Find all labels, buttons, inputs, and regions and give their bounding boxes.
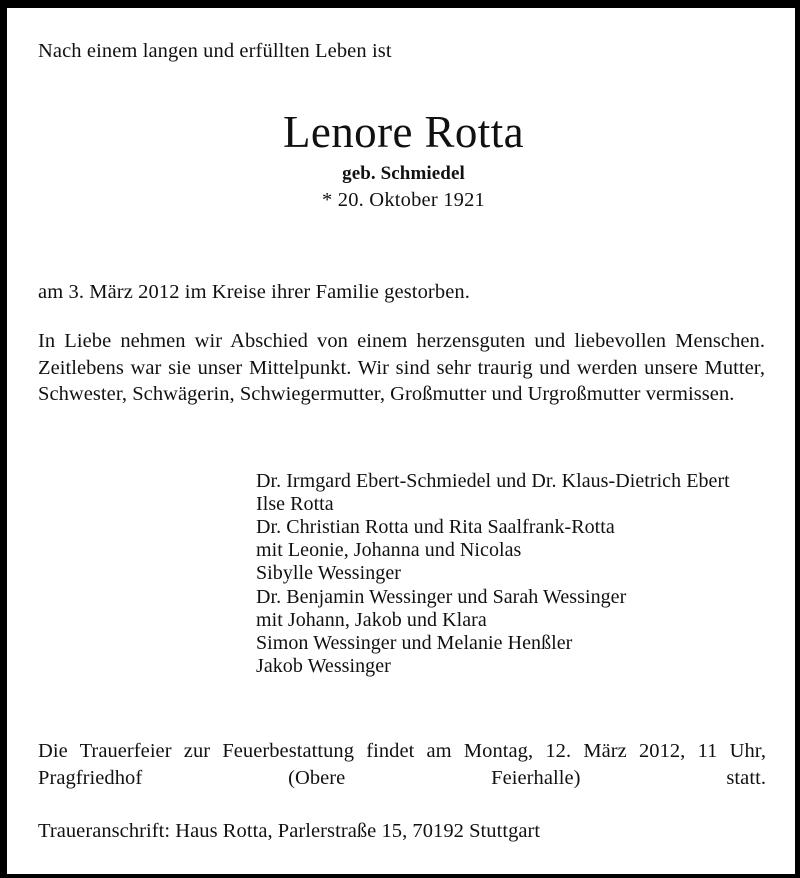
list-item: Simon Wessinger und Melanie Henßler — [256, 631, 573, 654]
condolence-address: Traueranschrift: Haus Rotta, Parlerstraße 15, 70192 Stuttgart — [38, 819, 541, 842]
deceased-name: Lenore Rotta — [283, 107, 524, 157]
list-item: Ilse Rotta — [256, 492, 334, 515]
list-item: Dr. Irmgard Ebert-Schmiedel und Dr. Klaus-Dietrich Ebert — [256, 469, 730, 492]
list-item: Dr. Christian Rotta und Rita Saalfrank-Rotta — [256, 515, 615, 538]
tribute-paragraph: In Liebe nehmen wir Abschied von einem herzensguten und liebevollen Menschen. Zeitlebens war sie unser Mittelpunkt. Wir sind sehr traurig und werden unsere Mutter, Schwester, Schwägerin, Schwiegermutter, Großmutter und Urgroßmutter vermissen. — [38, 330, 765, 405]
notice-content — [7, 8, 795, 874]
opening-line: Nach einem langen und erfüllten Leben ist — [38, 40, 392, 62]
ceremony-details: Die Trauerfeier zur Feuerbestattung findet am Montag, 12. März 2012, 11 Uhr, Pragfriedhof (Obere Feierhalle) statt. — [38, 740, 766, 789]
list-item: mit Johann, Jakob und Klara — [256, 608, 487, 631]
birth-date: * 20. Oktober 1921 — [321, 189, 486, 211]
list-item: Sibylle Wessinger — [256, 562, 401, 585]
list-item: mit Leonie, Johanna und Nicolas — [256, 539, 522, 562]
name-block — [38, 106, 769, 213]
death-line: am 3. März 2012 im Kreise ihrer Familie gestorben. — [38, 281, 470, 303]
list-item: Jakob Wessinger — [256, 655, 391, 678]
survivors-list — [38, 470, 769, 679]
maiden-name: geb. Schmiedel — [342, 163, 465, 184]
notice-footer — [38, 738, 769, 874]
list-item: Dr. Benjamin Wessinger und Sarah Wessinger — [256, 585, 627, 608]
